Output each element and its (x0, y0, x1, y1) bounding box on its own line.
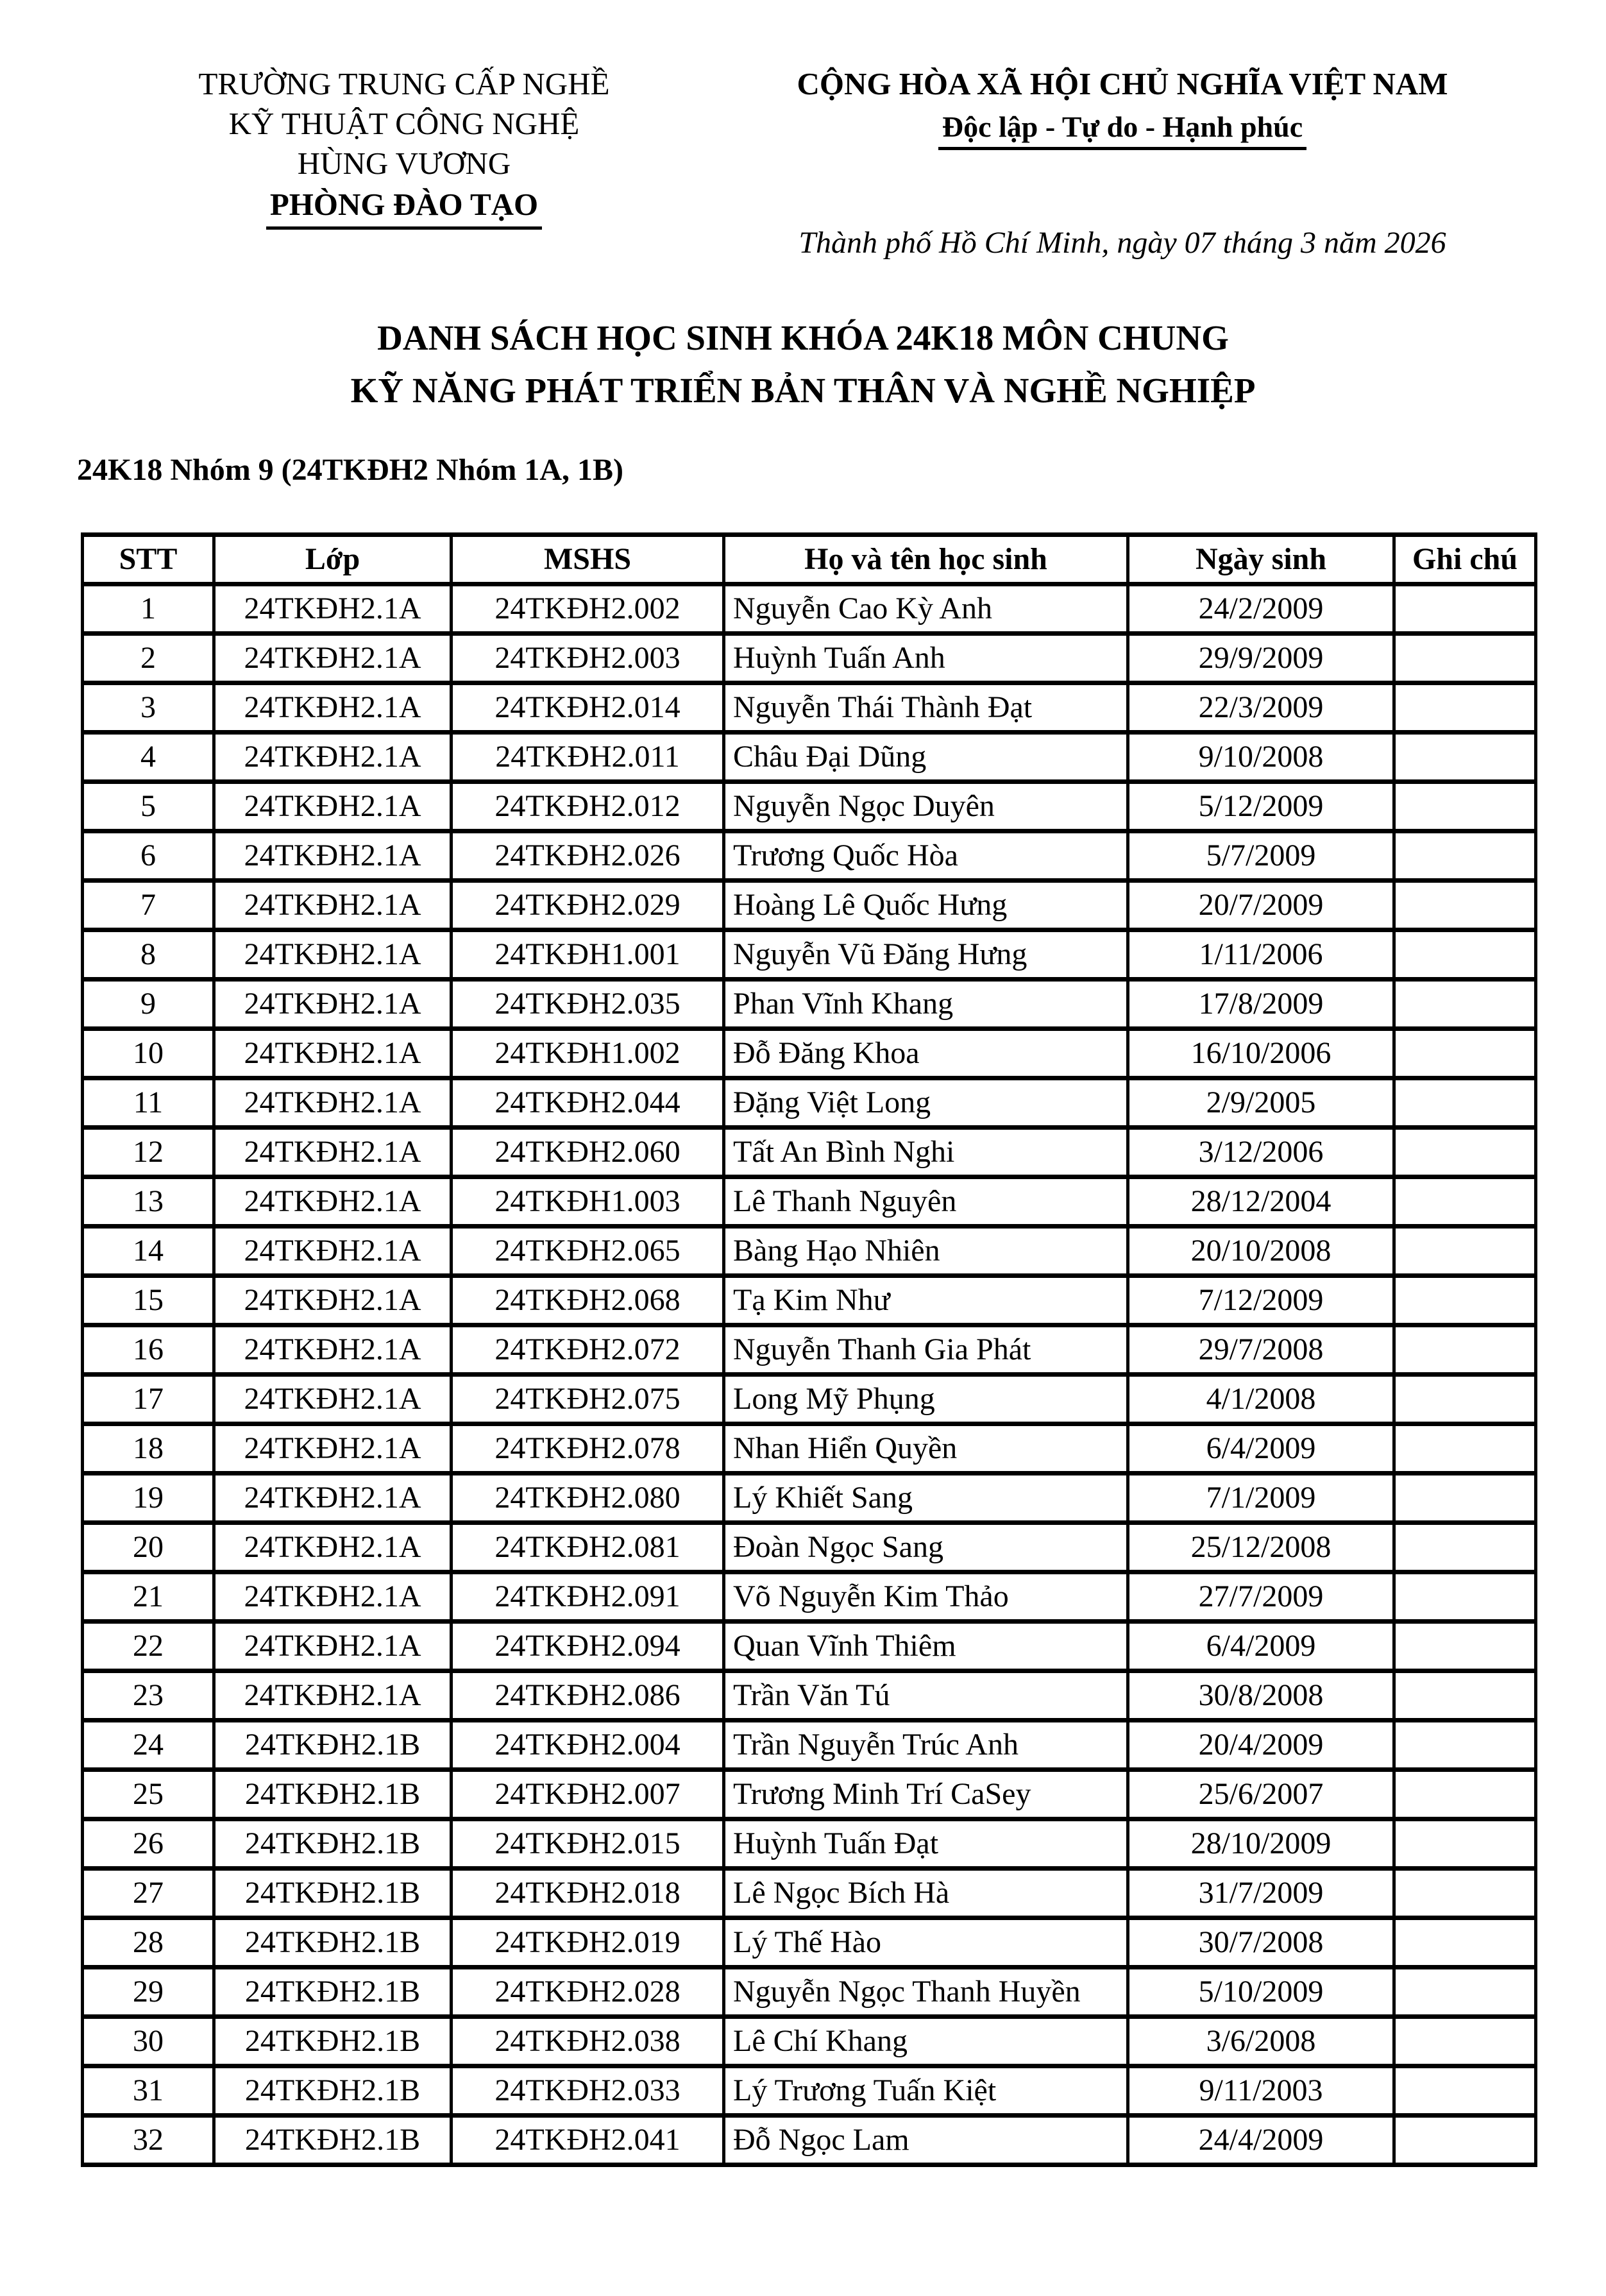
cell-note (1394, 683, 1536, 733)
cell-name: Nguyễn Ngọc Duyên (724, 782, 1128, 831)
cell-name: Long Mỹ Phụng (724, 1375, 1128, 1424)
cell-class: 24TKĐH2.1B (214, 1918, 452, 1968)
cell-student-id: 24TKĐH2.080 (452, 1474, 724, 1523)
cell-class: 24TKĐH2.1A (214, 930, 452, 980)
cell-stt: 16 (83, 1325, 214, 1375)
school-name-line-1: TRƯỜNG TRUNG CẤP NGHỀ (198, 66, 610, 101)
cell-student-id: 24TKĐH2.091 (452, 1572, 724, 1622)
cell-class: 24TKĐH2.1A (214, 634, 452, 683)
student-table (81, 532, 1537, 2167)
cell-note (1394, 733, 1536, 782)
cell-stt: 13 (83, 1177, 214, 1227)
table-row (83, 1177, 1536, 1227)
cell-stt: 5 (83, 782, 214, 831)
cell-student-id: 24TKĐH2.044 (452, 1078, 724, 1128)
cell-student-id: 24TKĐH2.068 (452, 1276, 724, 1325)
cell-student-id: 24TKĐH2.029 (452, 881, 724, 930)
cell-student-id: 24TKĐH1.003 (452, 1177, 724, 1227)
table-row (83, 2116, 1536, 2165)
table-row (83, 881, 1536, 930)
cell-dob: 29/9/2009 (1128, 634, 1394, 683)
cell-class: 24TKĐH2.1B (214, 1968, 452, 2017)
department-name: PHÒNG ĐÀO TẠO (266, 185, 542, 230)
cell-stt: 19 (83, 1474, 214, 1523)
cell-stt: 30 (83, 2017, 214, 2066)
cell-student-id: 24TKĐH2.060 (452, 1128, 724, 1177)
cell-dob: 28/12/2004 (1128, 1177, 1394, 1227)
cell-name: Phan Vĩnh Khang (724, 980, 1128, 1029)
cell-note (1394, 2066, 1536, 2116)
national-title: CỘNG HÒA XÃ HỘI CHỦ NGHĨA VIỆT NAM (797, 66, 1448, 101)
cell-note (1394, 1424, 1536, 1474)
table-row (83, 1671, 1536, 1721)
cell-class: 24TKĐH2.1A (214, 1671, 452, 1721)
title-line-1: DANH SÁCH HỌC SINH KHÓA 24K18 MÔN CHUNG (377, 318, 1229, 357)
table-row (83, 1869, 1536, 1918)
cell-student-id: 24TKĐH2.004 (452, 1721, 724, 1770)
cell-name: Đặng Việt Long (724, 1078, 1128, 1128)
cell-dob: 7/12/2009 (1128, 1276, 1394, 1325)
cell-class: 24TKĐH2.1A (214, 1128, 452, 1177)
cell-note (1394, 1177, 1536, 1227)
cell-stt: 2 (83, 634, 214, 683)
cell-dob: 16/10/2006 (1128, 1029, 1394, 1078)
table-header-row (83, 535, 1536, 584)
cell-name: Lý Thế Hào (724, 1918, 1128, 1968)
cell-student-id: 24TKĐH2.015 (452, 1819, 724, 1869)
cell-note (1394, 1671, 1536, 1721)
cell-dob: 6/4/2009 (1128, 1424, 1394, 1474)
cell-name: Đoàn Ngọc Sang (724, 1523, 1128, 1572)
col-header-student-id: MSHS (452, 535, 724, 584)
cell-note (1394, 831, 1536, 881)
cell-stt: 4 (83, 733, 214, 782)
cell-name: Nhan Hiển Quyền (724, 1424, 1128, 1474)
cell-dob: 9/11/2003 (1128, 2066, 1394, 2116)
cell-note (1394, 980, 1536, 1029)
cell-name: Trương Minh Trí CaSey (724, 1770, 1128, 1819)
table-row (83, 930, 1536, 980)
table-row (83, 831, 1536, 881)
cell-dob: 4/1/2008 (1128, 1375, 1394, 1424)
cell-name: Nguyễn Thanh Gia Phát (724, 1325, 1128, 1375)
cell-stt: 32 (83, 2116, 214, 2165)
table-row (83, 1819, 1536, 1869)
cell-note (1394, 1819, 1536, 1869)
cell-class: 24TKĐH2.1A (214, 1227, 452, 1276)
table-row (83, 1375, 1536, 1424)
table-row (83, 1128, 1536, 1177)
cell-class: 24TKĐH2.1B (214, 1770, 452, 1819)
cell-student-id: 24TKĐH2.026 (452, 831, 724, 881)
group-label: 24K18 Nhóm 9 (24TKĐH2 Nhóm 1A, 1B) (77, 453, 624, 487)
cell-dob: 27/7/2009 (1128, 1572, 1394, 1622)
cell-name: Lê Chí Khang (724, 2017, 1128, 2066)
cell-name: Trần Văn Tú (724, 1671, 1128, 1721)
table-row (83, 584, 1536, 634)
cell-note (1394, 1869, 1536, 1918)
cell-stt: 3 (83, 683, 214, 733)
cell-class: 24TKĐH2.1A (214, 683, 452, 733)
cell-dob: 5/12/2009 (1128, 782, 1394, 831)
cell-student-id: 24TKĐH2.014 (452, 683, 724, 733)
cell-dob: 29/7/2008 (1128, 1325, 1394, 1375)
cell-student-id: 24TKĐH2.094 (452, 1622, 724, 1671)
table-row (83, 1968, 1536, 2017)
cell-stt: 1 (83, 584, 214, 634)
cell-student-id: 24TKĐH2.081 (452, 1523, 724, 1572)
cell-dob: 30/7/2008 (1128, 1918, 1394, 1968)
cell-stt: 26 (83, 1819, 214, 1869)
cell-student-id: 24TKĐH2.019 (452, 1918, 724, 1968)
table-row (83, 634, 1536, 683)
cell-student-id: 24TKĐH2.018 (452, 1869, 724, 1918)
cell-class: 24TKĐH2.1A (214, 831, 452, 881)
cell-stt: 22 (83, 1622, 214, 1671)
table-row (83, 980, 1536, 1029)
cell-stt: 23 (83, 1671, 214, 1721)
cell-dob: 1/11/2006 (1128, 930, 1394, 980)
cell-dob: 20/7/2009 (1128, 881, 1394, 930)
table-row (83, 1474, 1536, 1523)
cell-dob: 9/10/2008 (1128, 733, 1394, 782)
cell-stt: 29 (83, 1968, 214, 2017)
cell-student-id: 24TKĐH2.038 (452, 2017, 724, 2066)
cell-class: 24TKĐH2.1A (214, 782, 452, 831)
cell-stt: 17 (83, 1375, 214, 1424)
cell-stt: 18 (83, 1424, 214, 1474)
cell-note (1394, 1770, 1536, 1819)
cell-note (1394, 782, 1536, 831)
cell-name: Tất An Bình Nghi (724, 1128, 1128, 1177)
cell-student-id: 24TKĐH2.035 (452, 980, 724, 1029)
cell-dob: 2/9/2005 (1128, 1078, 1394, 1128)
cell-dob: 22/3/2009 (1128, 683, 1394, 733)
cell-note (1394, 2017, 1536, 2066)
cell-student-id: 24TKĐH2.075 (452, 1375, 724, 1424)
cell-name: Lê Thanh Nguyên (724, 1177, 1128, 1227)
document-title (0, 312, 1606, 417)
cell-note (1394, 1375, 1536, 1424)
cell-student-id: 24TKĐH2.012 (452, 782, 724, 831)
table-row (83, 1523, 1536, 1572)
cell-name: Nguyễn Vũ Đăng Hưng (724, 930, 1128, 980)
school-name-line-3: HÙNG VƯƠNG (297, 146, 511, 181)
cell-student-id: 24TKĐH2.007 (452, 1770, 724, 1819)
cell-name: Đỗ Ngọc Lam (724, 2116, 1128, 2165)
national-motto: Độc lập - Tự do - Hạnh phúc (938, 109, 1306, 150)
cell-class: 24TKĐH2.1B (214, 2017, 452, 2066)
cell-student-id: 24TKĐH2.002 (452, 584, 724, 634)
cell-stt: 31 (83, 2066, 214, 2116)
cell-dob: 20/10/2008 (1128, 1227, 1394, 1276)
school-header (115, 64, 693, 230)
table-row (83, 782, 1536, 831)
table-row (83, 1325, 1536, 1375)
cell-class: 24TKĐH2.1B (214, 1869, 452, 1918)
table-row (83, 733, 1536, 782)
cell-class: 24TKĐH2.1A (214, 881, 452, 930)
cell-note (1394, 1474, 1536, 1523)
cell-dob: 30/8/2008 (1128, 1671, 1394, 1721)
cell-note (1394, 1128, 1536, 1177)
school-name-line-2: KỸ THUẬT CÔNG NGHỆ (228, 106, 580, 141)
cell-note (1394, 1918, 1536, 1968)
cell-class: 24TKĐH2.1A (214, 733, 452, 782)
cell-stt: 24 (83, 1721, 214, 1770)
cell-name: Hoàng Lê Quốc Hưng (724, 881, 1128, 930)
cell-note (1394, 881, 1536, 930)
cell-class: 24TKĐH2.1A (214, 1029, 452, 1078)
col-header-class: Lớp (214, 535, 452, 584)
cell-dob: 5/7/2009 (1128, 831, 1394, 881)
cell-name: Nguyễn Cao Kỳ Anh (724, 584, 1128, 634)
cell-dob: 7/1/2009 (1128, 1474, 1394, 1523)
cell-class: 24TKĐH2.1A (214, 1474, 452, 1523)
cell-stt: 14 (83, 1227, 214, 1276)
cell-name: Võ Nguyễn Kim Thảo (724, 1572, 1128, 1622)
table-row (83, 1572, 1536, 1622)
cell-stt: 9 (83, 980, 214, 1029)
cell-class: 24TKĐH2.1A (214, 1177, 452, 1227)
table-row (83, 1424, 1536, 1474)
cell-note (1394, 1078, 1536, 1128)
cell-note (1394, 584, 1536, 634)
table-row (83, 1276, 1536, 1325)
table-row (83, 2017, 1536, 2066)
cell-name: Huỳnh Tuấn Anh (724, 634, 1128, 683)
cell-class: 24TKĐH2.1A (214, 1325, 452, 1375)
cell-class: 24TKĐH2.1A (214, 980, 452, 1029)
cell-dob: 20/4/2009 (1128, 1721, 1394, 1770)
cell-stt: 10 (83, 1029, 214, 1078)
cell-student-id: 24TKĐH2.011 (452, 733, 724, 782)
cell-student-id: 24TKĐH2.086 (452, 1671, 724, 1721)
cell-note (1394, 1622, 1536, 1671)
cell-note (1394, 1227, 1536, 1276)
cell-name: Huỳnh Tuấn Đạt (724, 1819, 1128, 1869)
cell-class: 24TKĐH2.1A (214, 1572, 452, 1622)
cell-stt: 12 (83, 1128, 214, 1177)
cell-student-id: 24TKĐH1.001 (452, 930, 724, 980)
cell-student-id: 24TKĐH1.002 (452, 1029, 724, 1078)
cell-name: Châu Đại Dũng (724, 733, 1128, 782)
cell-class: 24TKĐH2.1B (214, 2116, 452, 2165)
cell-stt: 7 (83, 881, 214, 930)
col-header-stt: STT (83, 535, 214, 584)
place-date-line: Thành phố Hồ Chí Minh, ngày 07 tháng 3 năm 2026 (799, 226, 1446, 260)
cell-class: 24TKĐH2.1B (214, 2066, 452, 2116)
cell-dob: 17/8/2009 (1128, 980, 1394, 1029)
table-row (83, 1227, 1536, 1276)
col-header-dob: Ngày sinh (1128, 535, 1394, 584)
cell-name: Bàng Hạo Nhiên (724, 1227, 1128, 1276)
cell-dob: 28/10/2009 (1128, 1819, 1394, 1869)
cell-note (1394, 2116, 1536, 2165)
title-line-2: KỸ NĂNG PHÁT TRIỂN BẢN THÂN VÀ NGHỀ NGHIỆP (350, 371, 1256, 410)
table-row (83, 2066, 1536, 2116)
cell-student-id: 24TKĐH2.078 (452, 1424, 724, 1474)
cell-note (1394, 1523, 1536, 1572)
cell-class: 24TKĐH2.1A (214, 1622, 452, 1671)
cell-name: Nguyễn Ngọc Thanh Huyền (724, 1968, 1128, 2017)
cell-stt: 15 (83, 1276, 214, 1325)
cell-dob: 5/10/2009 (1128, 1968, 1394, 2017)
cell-dob: 6/4/2009 (1128, 1622, 1394, 1671)
cell-name: Lê Ngọc Bích Hà (724, 1869, 1128, 1918)
cell-name: Quan Vĩnh Thiêm (724, 1622, 1128, 1671)
cell-note (1394, 1968, 1536, 2017)
cell-name: Trần Nguyễn Trúc Anh (724, 1721, 1128, 1770)
cell-stt: 8 (83, 930, 214, 980)
table-row (83, 1770, 1536, 1819)
cell-dob: 3/6/2008 (1128, 2017, 1394, 2066)
table-row (83, 1622, 1536, 1671)
table-row (83, 1029, 1536, 1078)
cell-note (1394, 1276, 1536, 1325)
cell-stt: 20 (83, 1523, 214, 1572)
cell-class: 24TKĐH2.1B (214, 1721, 452, 1770)
cell-note (1394, 634, 1536, 683)
cell-note (1394, 1572, 1536, 1622)
cell-stt: 28 (83, 1918, 214, 1968)
table-row (83, 1918, 1536, 1968)
cell-class: 24TKĐH2.1A (214, 1078, 452, 1128)
cell-name: Đỗ Đăng Khoa (724, 1029, 1128, 1078)
cell-student-id: 24TKĐH2.003 (452, 634, 724, 683)
student-table-body (83, 584, 1536, 2165)
cell-name: Nguyễn Thái Thành Đạt (724, 683, 1128, 733)
cell-student-id: 24TKĐH2.041 (452, 2116, 724, 2165)
cell-student-id: 24TKĐH2.033 (452, 2066, 724, 2116)
table-row (83, 1078, 1536, 1128)
cell-stt: 11 (83, 1078, 214, 1128)
col-header-note: Ghi chú (1394, 535, 1536, 584)
cell-dob: 24/2/2009 (1128, 584, 1394, 634)
cell-name: Lý Khiết Sang (724, 1474, 1128, 1523)
national-header (706, 64, 1539, 262)
cell-note (1394, 1721, 1536, 1770)
cell-dob: 31/7/2009 (1128, 1869, 1394, 1918)
cell-name: Tạ Kim Như (724, 1276, 1128, 1325)
table-row (83, 683, 1536, 733)
cell-stt: 6 (83, 831, 214, 881)
cell-student-id: 24TKĐH2.065 (452, 1227, 724, 1276)
cell-note (1394, 930, 1536, 980)
cell-class: 24TKĐH2.1A (214, 584, 452, 634)
cell-dob: 3/12/2006 (1128, 1128, 1394, 1177)
cell-class: 24TKĐH2.1A (214, 1424, 452, 1474)
cell-name: Lý Trương Tuấn Kiệt (724, 2066, 1128, 2116)
cell-name: Trương Quốc Hòa (724, 831, 1128, 881)
cell-class: 24TKĐH2.1B (214, 1819, 452, 1869)
cell-note (1394, 1029, 1536, 1078)
cell-student-id: 24TKĐH2.028 (452, 1968, 724, 2017)
cell-stt: 21 (83, 1572, 214, 1622)
cell-student-id: 24TKĐH2.072 (452, 1325, 724, 1375)
cell-dob: 24/4/2009 (1128, 2116, 1394, 2165)
cell-dob: 25/12/2008 (1128, 1523, 1394, 1572)
cell-class: 24TKĐH2.1A (214, 1523, 452, 1572)
cell-stt: 27 (83, 1869, 214, 1918)
cell-stt: 25 (83, 1770, 214, 1819)
col-header-name: Họ và tên học sinh (724, 535, 1128, 584)
cell-class: 24TKĐH2.1A (214, 1276, 452, 1325)
cell-dob: 25/6/2007 (1128, 1770, 1394, 1819)
table-row (83, 1721, 1536, 1770)
cell-note (1394, 1325, 1536, 1375)
cell-class: 24TKĐH2.1A (214, 1375, 452, 1424)
